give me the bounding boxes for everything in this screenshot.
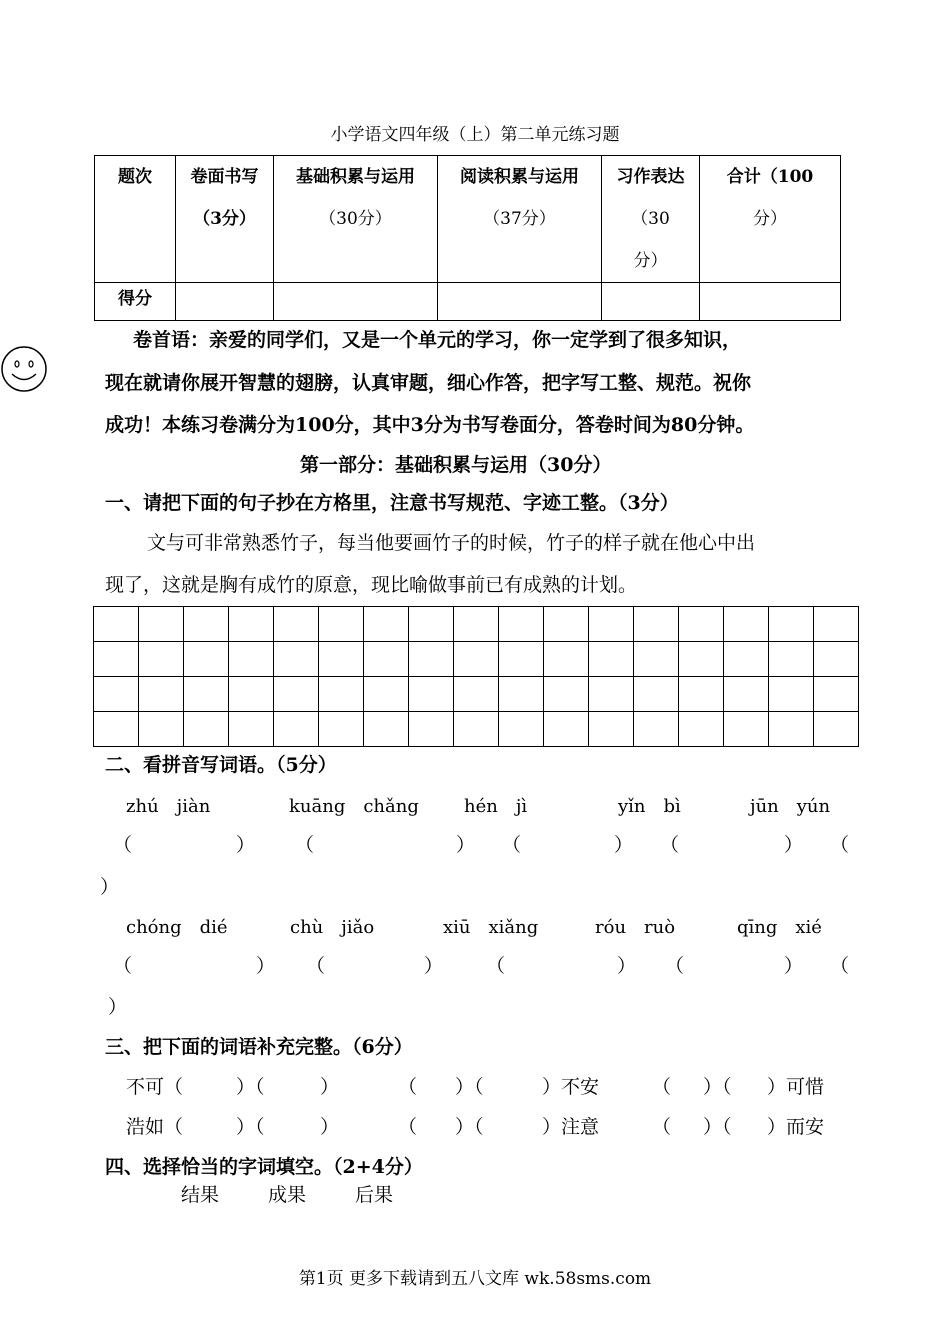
grid-row	[94, 677, 859, 712]
grid-cell[interactable]	[454, 677, 499, 712]
answer-paren-close: ）	[100, 876, 120, 898]
answer-paren-close: ）	[108, 996, 128, 1018]
score-cell[interactable]	[602, 283, 700, 321]
grid-cell[interactable]	[184, 642, 229, 677]
grid-cell[interactable]	[364, 677, 409, 712]
header-label: 基础积累与运用	[296, 167, 415, 187]
grid-cell[interactable]	[679, 642, 724, 677]
page-title: 小学语文四年级（上）第二单元练习题	[330, 125, 620, 145]
grid-cell[interactable]	[229, 607, 274, 642]
q1-text-line-1: 文与可非常熟悉竹子，每当他要画竹子的时候，竹子的样子就在他心中出	[147, 532, 756, 554]
idiom-fragment: ）注意	[542, 1116, 600, 1138]
answer-paren-open: （	[665, 955, 685, 977]
grid-cell[interactable]	[724, 712, 769, 747]
grid-cell[interactable]	[319, 677, 364, 712]
grid-cell[interactable]	[769, 712, 814, 747]
pinyin-item: jūn yún	[750, 796, 831, 817]
idiom-fragment: ）	[320, 1076, 340, 1098]
idiom-fragment: ）（	[455, 1116, 484, 1138]
idiom-fragment: （	[398, 1116, 418, 1138]
pinyin-item: yǐn bì	[618, 796, 681, 817]
grid-cell[interactable]	[634, 642, 679, 677]
grid-cell[interactable]	[454, 607, 499, 642]
grid-cell[interactable]	[499, 712, 544, 747]
grid-cell[interactable]	[274, 712, 319, 747]
grid-cell[interactable]	[229, 712, 274, 747]
idiom-fragment: ）可惜	[767, 1076, 825, 1098]
grid-cell[interactable]	[544, 677, 589, 712]
grid-cell[interactable]	[319, 712, 364, 747]
grid-cell[interactable]	[94, 642, 139, 677]
grid-cell[interactable]	[229, 642, 274, 677]
answer-paren-close: ）	[236, 834, 256, 856]
idiom-fragment: （	[652, 1076, 672, 1098]
idiom-fragment: ）（	[236, 1076, 265, 1098]
q2-title: 二、看拼音写词语。（5分）	[105, 754, 337, 776]
header-label: 卷面书写	[190, 167, 259, 187]
grid-cell[interactable]	[274, 607, 319, 642]
pinyin-item: qīng xié	[737, 917, 822, 938]
grid-cell[interactable]	[409, 712, 454, 747]
grid-cell[interactable]	[274, 642, 319, 677]
writing-grid	[93, 606, 859, 747]
answer-paren-open: （	[502, 834, 522, 856]
grid-cell[interactable]	[499, 642, 544, 677]
score-row-label: 得分	[95, 283, 176, 321]
grid-cell[interactable]	[319, 642, 364, 677]
grid-cell[interactable]	[139, 677, 184, 712]
answer-paren-close: ）	[256, 955, 276, 977]
grid-cell[interactable]	[634, 712, 679, 747]
q1-title: 一、请把下面的句子抄在方格里，注意书写规范、字迹工整。（3分）	[105, 492, 679, 514]
score-cell[interactable]	[176, 283, 274, 321]
q4-title: 四、选择恰当的字词填空。（2+4分）	[105, 1156, 423, 1178]
grid-cell[interactable]	[139, 712, 184, 747]
grid-cell[interactable]	[364, 712, 409, 747]
page-footer: 第1页 更多下载请到五八文库 wk.58sms.com	[298, 1269, 652, 1289]
header-points: （37分）	[483, 209, 556, 229]
idiom-fragment: ）而安	[767, 1116, 825, 1138]
grid-cell[interactable]	[814, 607, 859, 642]
pinyin-item: kuāng chǎng	[289, 796, 419, 817]
q1-text-line-2: 现了，这就是胸有成竹的原意，现比喻做事前已有成熟的计划。	[105, 574, 638, 596]
idiom-fragment: ）（	[703, 1076, 732, 1098]
header-cell	[438, 156, 602, 283]
grid-cell[interactable]	[139, 642, 184, 677]
q3-title: 三、把下面的词语补充完整。（6分）	[105, 1036, 413, 1058]
idiom-fragment: 不可（	[126, 1076, 184, 1098]
grid-cell[interactable]	[319, 607, 364, 642]
idiom-fragment: 浩如（	[126, 1116, 184, 1138]
score-table	[94, 155, 841, 321]
preface-line-3: 成功！本练习卷满分为100分，其中3分为书写卷面分，答卷时间为80分钟。	[105, 414, 755, 436]
grid-cell[interactable]	[589, 712, 634, 747]
header-points: 分）	[753, 209, 787, 229]
grid-cell[interactable]	[139, 607, 184, 642]
header-points: （30分）	[319, 209, 392, 229]
grid-cell[interactable]	[769, 607, 814, 642]
grid-cell[interactable]	[724, 607, 769, 642]
idiom-fragment: （	[398, 1076, 418, 1098]
grid-cell[interactable]	[94, 607, 139, 642]
answer-paren-open: （	[295, 834, 315, 856]
grid-cell[interactable]	[769, 642, 814, 677]
word-option: 后果	[355, 1184, 394, 1206]
idiom-fragment: ）不安	[542, 1076, 600, 1098]
grid-cell[interactable]	[814, 712, 859, 747]
pinyin-item: hén jì	[464, 796, 528, 817]
pinyin-item: chù jiǎo	[290, 917, 375, 938]
score-cell[interactable]	[700, 283, 841, 321]
grid-cell[interactable]	[589, 677, 634, 712]
grid-cell[interactable]	[589, 642, 634, 677]
grid-row	[94, 607, 859, 642]
grid-cell[interactable]	[769, 677, 814, 712]
answer-paren-open: （	[830, 955, 850, 977]
answer-paren-close: ）	[784, 955, 804, 977]
grid-cell[interactable]	[454, 642, 499, 677]
grid-cell[interactable]	[544, 607, 589, 642]
idiom-fragment: ）（	[703, 1116, 732, 1138]
score-cell[interactable]	[438, 283, 602, 321]
preface-line-1: 卷首语：亲爱的同学们，又是一个单元的学习，你一定学到了很多知识，	[133, 329, 742, 351]
grid-cell[interactable]	[409, 607, 454, 642]
header-label: 合计（100	[726, 167, 814, 187]
grid-cell[interactable]	[184, 677, 229, 712]
grid-cell[interactable]	[724, 642, 769, 677]
grid-cell[interactable]	[229, 677, 274, 712]
grid-cell[interactable]	[94, 677, 139, 712]
grid-cell[interactable]	[679, 712, 724, 747]
grid-cell[interactable]	[499, 607, 544, 642]
preface-line-2: 现在就请你展开智慧的翅膀，认真审题，细心作答，把字写工整、规范。祝你	[105, 372, 752, 394]
answer-paren-open: （	[830, 834, 850, 856]
header-points: 分）	[633, 251, 668, 271]
header-label: 题次	[118, 167, 152, 187]
grid-cell[interactable]	[679, 677, 724, 712]
answer-paren-open: （	[486, 955, 506, 977]
answer-paren-close: ）	[456, 834, 476, 856]
answer-paren-open: （	[306, 955, 326, 977]
grid-cell[interactable]	[499, 677, 544, 712]
grid-cell[interactable]	[184, 607, 229, 642]
grid-row	[94, 642, 859, 677]
grid-cell[interactable]	[409, 642, 454, 677]
grid-cell[interactable]	[364, 607, 409, 642]
pinyin-item: róu ruò	[595, 917, 676, 938]
header-cell	[274, 156, 438, 283]
score-table-header-row	[95, 156, 841, 283]
score-cell[interactable]	[274, 283, 438, 321]
grid-cell[interactable]	[814, 677, 859, 712]
grid-cell[interactable]	[94, 712, 139, 747]
idiom-fragment: ）（	[455, 1076, 484, 1098]
answer-paren-open: （	[113, 955, 133, 977]
answer-paren-close: ）	[617, 955, 637, 977]
pinyin-item: xiū xiǎng	[443, 917, 539, 938]
grid-cell[interactable]	[454, 712, 499, 747]
word-option: 结果	[181, 1184, 220, 1206]
answer-paren-close: ）	[614, 834, 634, 856]
grid-cell[interactable]	[409, 677, 454, 712]
score-table-score-row	[95, 283, 841, 321]
answer-paren-close: ）	[784, 834, 804, 856]
header-cell	[176, 156, 274, 283]
grid-cell[interactable]	[544, 712, 589, 747]
answer-paren-open: （	[113, 834, 133, 856]
grid-cell[interactable]	[634, 607, 679, 642]
smiley-face-icon	[0, 345, 48, 393]
grid-cell[interactable]	[184, 712, 229, 747]
word-option: 成果	[268, 1184, 307, 1206]
header-cell	[602, 156, 700, 283]
grid-cell[interactable]	[589, 607, 634, 642]
grid-cell[interactable]	[544, 642, 589, 677]
pinyin-item: chóng dié	[126, 917, 228, 938]
idiom-fragment: （	[652, 1116, 672, 1138]
part1-title: 第一部分：基础积累与运用（30分）	[300, 454, 612, 476]
grid-cell[interactable]	[274, 677, 319, 712]
idiom-fragment: ）（	[236, 1116, 265, 1138]
grid-cell[interactable]	[634, 677, 679, 712]
header-label: 习作表达	[616, 167, 685, 187]
header-points: （30	[631, 209, 670, 229]
header-cell	[700, 156, 841, 283]
header-label: 阅读积累与运用	[460, 167, 579, 187]
grid-cell[interactable]	[364, 642, 409, 677]
grid-cell[interactable]	[814, 642, 859, 677]
pinyin-item: zhú jiàn	[126, 796, 211, 817]
grid-row	[94, 712, 859, 747]
answer-paren-open: （	[660, 834, 680, 856]
grid-cell[interactable]	[724, 677, 769, 712]
header-points: （3分）	[193, 209, 256, 229]
idiom-fragment: ）	[320, 1116, 340, 1138]
grid-cell[interactable]	[679, 607, 724, 642]
header-cell	[95, 156, 176, 283]
answer-paren-close: ）	[424, 955, 444, 977]
